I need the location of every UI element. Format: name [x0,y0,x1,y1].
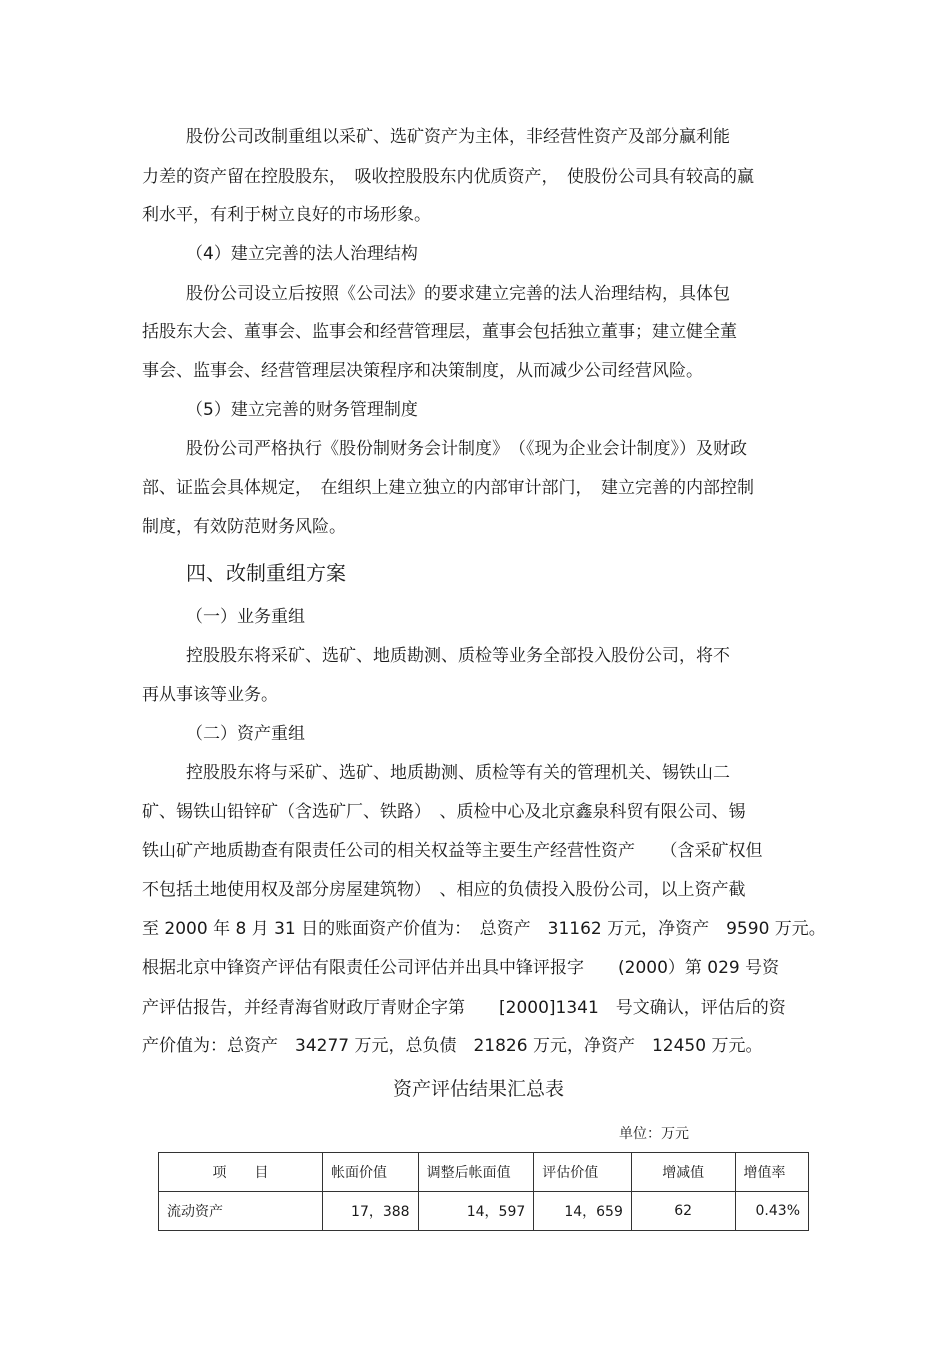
table-unit: 单位：万元 [619,1126,689,1142]
subheading-business: （一）业务重组 [186,607,305,627]
paragraph-line: 根据北京中锋资产评估有限责任公司评估并出具中锋评报字 (2000）第 029 号资 [142,958,780,978]
table-cell: 14，597 [418,1192,534,1231]
section-heading: 四、改制重组方案 [186,561,346,585]
table-cell: 62 [631,1192,735,1231]
header-cell: 帐面价值 [323,1153,419,1192]
paragraph-line: 股份公司设立后按照《公司法》的要求建立完善的法人治理结构，具体包 [186,284,730,304]
paragraph-line: 不包括土地使用权及部分房屋建筑物） 、相应的负债投入股份公司，以上资产截 [142,880,746,900]
paragraph-line: 产评估报告，并经青海省财政厅青财企字第 [2000]1341 号文确认，评估后的资 [142,998,786,1018]
paragraph-line: 至 2000 年 8 月 31 日的账面资产价值为： 总资产 31162 万元，净资产 9590 万元。 [142,919,826,939]
paragraph-line: 股份公司严格执行《股份制财务会计制度》 （《现为企业会计制度》）及财政 [186,439,747,459]
paragraph-line: 事会、监事会、经营管理层决策程序和决策制度，从而减少公司经营风险。 [142,361,703,381]
subheading-4: （4）建立完善的法人治理结构 [186,244,418,264]
header-cell: 增值率 [735,1153,809,1192]
paragraph-line: 股份公司改制重组以采矿、选矿资产为主体，非经营性资产及部分赢利能 [186,127,730,147]
asset-evaluation-table [158,1152,809,1231]
paragraph-line: 控股股东将采矿、选矿、地质勘测、质检等业务全部投入股份公司，将不 [186,646,730,666]
paragraph-line: 再从事该等业务。 [142,685,278,705]
header-cell: 项 目 [159,1153,323,1192]
paragraph-line: 产价值为：总资产 34277 万元，总负债 21826 万元，净资产 12450 万元。 [142,1036,763,1056]
table-title: 资产评估结果汇总表 [393,1078,565,1100]
paragraph-line: 力差的资产留在控股股东， 吸收控股股东内优质资产， 使股份公司具有较高的赢 [142,167,754,187]
paragraph-line: 制度，有效防范财务风险。 [142,517,346,537]
table-cell: 0.43% [735,1192,809,1231]
paragraph-line: 利水平，有利于树立良好的市场形象。 [142,205,431,225]
header-cell: 调整后帐面值 [418,1153,534,1192]
table-row [159,1192,809,1231]
subheading-5: （5）建立完善的财务管理制度 [186,400,418,420]
paragraph-line: 矿、锡铁山铅锌矿（含选矿厂、铁路） 、质检中心及北京鑫泉科贸有限公司、锡 [142,802,746,822]
table-header-row [159,1153,809,1192]
table-cell: 流动资产 [159,1192,323,1231]
header-cell: 评估价值 [534,1153,632,1192]
subheading-assets: （二）资产重组 [186,724,305,744]
paragraph-line: 控股股东将与采矿、选矿、地质勘测、质检等有关的管理机关、锡铁山二 [186,763,730,783]
paragraph-line: 铁山矿产地质勘查有限责任公司的相关权益等主要生产经营性资产 （含采矿权但 [142,841,763,861]
table-cell: 17，388 [323,1192,419,1231]
paragraph-line: 部、证监会具体规定， 在组织上建立独立的内部审计部门， 建立完善的内部控制 [142,478,754,498]
table-cell: 14，659 [534,1192,632,1231]
paragraph-line: 括股东大会、董事会、监事会和经营管理层，董事会包括独立董事；建立健全董 [142,322,737,342]
header-cell: 增减值 [631,1153,735,1192]
